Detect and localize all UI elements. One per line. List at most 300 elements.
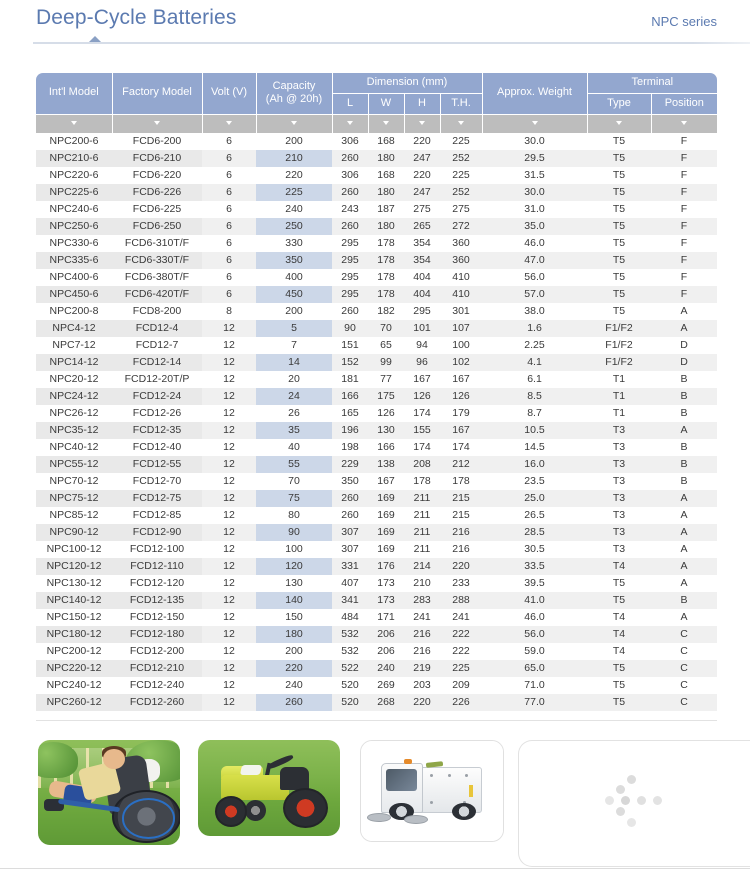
cell-capacity: 75 [256,490,332,507]
cell-terminal-type: T4 [587,626,651,643]
footer-divider [0,868,750,869]
filter-dim-h[interactable] [404,114,440,133]
cell-dim-th: 252 [440,150,482,167]
cell-capacity: 240 [256,201,332,218]
cell-intl-model: NPC75-12 [36,490,112,507]
cell-capacity: 35 [256,422,332,439]
col-header-intl-model[interactable]: Int'l Model [36,73,112,114]
cell-volt: 6 [202,133,256,150]
cell-intl-model: NPC55-12 [36,456,112,473]
cell-factory-model: FCD6-226 [112,184,202,201]
cell-factory-model: FCD6-310T/F [112,235,202,252]
tractor-panel [240,765,262,775]
cell-dim-th: 179 [440,405,482,422]
col-header-dim-h[interactable]: H [404,93,440,114]
cell-terminal-type: T3 [587,422,651,439]
capacity-label-line2: (Ah @ 20h) [265,93,323,106]
cell-approx-weight: 26.5 [482,507,587,524]
cell-volt: 12 [202,371,256,388]
table-filter-row [36,114,717,133]
sweeper-window [386,769,417,791]
table-row[interactable] [36,626,717,643]
cell-terminal-type: T4 [587,609,651,626]
chevron-down-icon [291,121,297,125]
table-row[interactable] [36,252,717,269]
cell-factory-model: FCD6-330T/F [112,252,202,269]
cell-approx-weight: 65.0 [482,660,587,677]
cell-factory-model: FCD12-100 [112,541,202,558]
table-row[interactable] [36,643,717,660]
cell-terminal-type: T5 [587,235,651,252]
page-header [0,0,750,48]
cell-intl-model: NPC40-12 [36,439,112,456]
cell-dim-h: 216 [404,626,440,643]
cell-volt: 12 [202,524,256,541]
cell-terminal-position: B [651,439,717,456]
cell-volt: 6 [202,235,256,252]
cell-dim-l: 295 [332,235,368,252]
cell-dim-l: 295 [332,269,368,286]
sweeper-bolt [448,774,451,777]
cell-dim-w: 187 [368,201,404,218]
sweeper-bolt [465,774,468,777]
cell-capacity: 220 [256,660,332,677]
cell-approx-weight: 10.5 [482,422,587,439]
cell-capacity: 130 [256,575,332,592]
cell-dim-l: 532 [332,626,368,643]
filter-dim-th[interactable] [440,114,482,133]
cell-dim-h: 211 [404,490,440,507]
cell-dim-h: 220 [404,133,440,150]
cell-dim-w: 240 [368,660,404,677]
cell-dim-w: 70 [368,320,404,337]
cell-dim-th: 167 [440,422,482,439]
cell-terminal-type: F1/F2 [587,354,651,371]
cell-approx-weight: 39.5 [482,575,587,592]
cell-dim-th: 107 [440,320,482,337]
table-row[interactable] [36,575,717,592]
cell-intl-model: NPC85-12 [36,507,112,524]
cell-approx-weight: 16.0 [482,456,587,473]
cell-capacity: 120 [256,558,332,575]
cell-volt: 12 [202,422,256,439]
col-header-approx-weight[interactable]: Approx. Weight [482,73,587,114]
cell-intl-model: NPC200-6 [36,133,112,150]
cell-volt: 12 [202,388,256,405]
cell-capacity: 90 [256,524,332,541]
table-row[interactable] [36,269,717,286]
cell-intl-model: NPC330-6 [36,235,112,252]
cell-capacity: 40 [256,439,332,456]
table-row[interactable] [36,507,717,524]
cell-terminal-type: T5 [587,184,651,201]
cell-dim-w: 169 [368,524,404,541]
cell-capacity: 210 [256,150,332,167]
cell-dim-l: 260 [332,150,368,167]
cell-dim-h: 126 [404,388,440,405]
cell-capacity: 180 [256,626,332,643]
cell-factory-model: FCD12-26 [112,405,202,422]
chevron-down-icon [681,121,687,125]
cell-terminal-position: F [651,184,717,201]
filter-approx-weight[interactable] [482,114,587,133]
cell-volt: 12 [202,609,256,626]
col-header-dim-w[interactable]: W [368,93,404,114]
header-divider [33,42,750,44]
cell-terminal-position: A [651,507,717,524]
cell-approx-weight: 30.0 [482,184,587,201]
table-row[interactable] [36,422,717,439]
cell-capacity: 250 [256,218,332,235]
cell-approx-weight: 31.5 [482,167,587,184]
chevron-down-icon [532,121,538,125]
cell-dim-h: 220 [404,167,440,184]
sweeper-rear-wheel [452,803,476,820]
cell-volt: 12 [202,473,256,490]
cell-terminal-position: F [651,235,717,252]
filter-capacity[interactable] [256,114,332,133]
cell-capacity: 330 [256,235,332,252]
cell-terminal-type: F1/F2 [587,320,651,337]
col-header-terminal-type[interactable]: Type [587,93,651,114]
cell-dim-l: 407 [332,575,368,592]
cell-volt: 6 [202,184,256,201]
cell-terminal-type: T5 [587,269,651,286]
decorative-arrow-panel [518,740,750,867]
cell-dim-w: 178 [368,252,404,269]
cell-terminal-position: F [651,218,717,235]
cell-dim-h: 101 [404,320,440,337]
cell-dim-th: 209 [440,677,482,694]
table-body [36,133,717,721]
cell-intl-model: NPC70-12 [36,473,112,490]
cell-dim-th: 212 [440,456,482,473]
table-row[interactable] [36,558,717,575]
cell-dim-th: 167 [440,371,482,388]
cell-dim-h: 174 [404,405,440,422]
table-row[interactable] [36,524,717,541]
cell-dim-th: 225 [440,133,482,150]
cell-intl-model: NPC180-12 [36,626,112,643]
cell-factory-model: FCD12-260 [112,694,202,711]
cell-factory-model: FCD12-150 [112,609,202,626]
cell-approx-weight: 35.0 [482,218,587,235]
cell-terminal-position: A [651,490,717,507]
cell-factory-model: FCD12-110 [112,558,202,575]
cell-dim-h: 210 [404,575,440,592]
cell-intl-model: NPC220-12 [36,660,112,677]
cell-terminal-type: T3 [587,541,651,558]
cell-terminal-type: T4 [587,643,651,660]
wheelchair-rim [122,798,176,839]
cell-terminal-position: C [651,660,717,677]
col-header-capacity[interactable] [256,73,332,114]
cell-terminal-type: T5 [587,694,651,711]
cell-approx-weight: 4.1 [482,354,587,371]
cell-dim-w: 269 [368,677,404,694]
table-header-row-1 [36,73,717,93]
cell-approx-weight: 29.5 [482,150,587,167]
cell-dim-th: 222 [440,626,482,643]
cell-dim-h: 220 [404,694,440,711]
cell-capacity: 7 [256,337,332,354]
cell-approx-weight: 8.7 [482,405,587,422]
cell-dim-h: 211 [404,524,440,541]
table-row[interactable] [36,490,717,507]
cell-dim-w: 178 [368,269,404,286]
tractor-seat [280,767,308,790]
cell-dim-w: 126 [368,405,404,422]
cell-volt: 12 [202,439,256,456]
cell-dim-th: 216 [440,524,482,541]
filter-dim-w[interactable] [368,114,404,133]
chevron-down-icon [226,121,232,125]
table-row[interactable] [36,405,717,422]
cell-dim-h: 404 [404,286,440,303]
table-row[interactable] [36,303,717,320]
sweeper-yellow-marker [469,785,473,797]
table-row[interactable] [36,439,717,456]
cell-terminal-type: T3 [587,456,651,473]
cell-dim-l: 331 [332,558,368,575]
cell-capacity: 70 [256,473,332,490]
cell-dim-l: 166 [332,388,368,405]
cell-volt: 6 [202,269,256,286]
cell-capacity: 5 [256,320,332,337]
cell-dim-w: 130 [368,422,404,439]
cell-dim-th: 215 [440,490,482,507]
cell-volt: 12 [202,575,256,592]
cell-terminal-type: T5 [587,252,651,269]
cell-factory-model: FCD6-420T/F [112,286,202,303]
cell-intl-model: NPC130-12 [36,575,112,592]
cell-dim-l: 198 [332,439,368,456]
cell-intl-model: NPC200-8 [36,303,112,320]
cell-terminal-type: T5 [587,677,651,694]
col-header-dim-th[interactable]: T.H. [440,93,482,114]
cell-intl-model: NPC7-12 [36,337,112,354]
cell-dim-h: 211 [404,541,440,558]
table-row[interactable] [36,388,717,405]
cell-dim-l: 151 [332,337,368,354]
table-row[interactable] [36,167,717,184]
cell-dim-th: 174 [440,439,482,456]
cell-terminal-type: T5 [587,660,651,677]
table-row[interactable] [36,541,717,558]
table-row[interactable] [36,184,717,201]
cell-intl-model: NPC335-6 [36,252,112,269]
table-row[interactable] [36,609,717,626]
cell-intl-model: NPC210-6 [36,150,112,167]
cell-terminal-type: T4 [587,558,651,575]
page-title: Deep-Cycle Batteries [36,6,237,29]
cell-factory-model: FCD12-200 [112,643,202,660]
cell-intl-model: NPC4-12 [36,320,112,337]
cell-approx-weight: 41.0 [482,592,587,609]
bush-shape [38,742,78,778]
cell-intl-model: NPC240-12 [36,677,112,694]
cell-dim-h: 354 [404,235,440,252]
cell-terminal-type: T3 [587,439,651,456]
filter-terminal-position[interactable] [651,114,717,133]
table-row[interactable] [36,201,717,218]
cell-factory-model: FCD12-55 [112,456,202,473]
cell-terminal-type: T1 [587,388,651,405]
cell-dim-th: 225 [440,167,482,184]
cell-terminal-type: T5 [587,150,651,167]
table-row[interactable] [36,456,717,473]
cell-dim-l: 260 [332,490,368,507]
cell-approx-weight: 71.0 [482,677,587,694]
table-row[interactable] [36,337,717,354]
cell-terminal-type: T1 [587,371,651,388]
cell-dim-l: 484 [332,609,368,626]
cell-factory-model: FCD12-35 [112,422,202,439]
cell-capacity: 20 [256,371,332,388]
cell-dim-h: 94 [404,337,440,354]
table-row[interactable] [36,320,717,337]
cell-dim-l: 295 [332,286,368,303]
cell-volt: 12 [202,354,256,371]
cell-dim-w: 173 [368,592,404,609]
col-header-dim-l[interactable]: L [332,93,368,114]
cell-factory-model: FCD12-210 [112,660,202,677]
cell-dim-th: 301 [440,303,482,320]
cell-capacity: 24 [256,388,332,405]
table-row[interactable] [36,694,717,711]
cell-dim-th: 220 [440,558,482,575]
col-header-terminal[interactable]: Terminal [587,73,717,93]
cell-dim-w: 169 [368,541,404,558]
filter-intl-model[interactable] [36,114,112,133]
filter-terminal-type[interactable] [587,114,651,133]
caret-up-icon [89,36,101,42]
table-row[interactable] [36,660,717,677]
table-row[interactable] [36,235,717,252]
cell-terminal-position: B [651,592,717,609]
cell-volt: 6 [202,167,256,184]
cell-terminal-position: B [651,405,717,422]
cell-dim-l: 306 [332,167,368,184]
col-header-factory-model[interactable]: Factory Model [112,73,202,114]
cell-dim-l: 307 [332,541,368,558]
cell-intl-model: NPC140-12 [36,592,112,609]
col-header-dimension[interactable]: Dimension (mm) [332,73,482,93]
cell-dim-h: 216 [404,643,440,660]
table-row[interactable] [36,371,717,388]
cell-dim-w: 173 [368,575,404,592]
filter-factory-model[interactable] [112,114,202,133]
cell-terminal-position: D [651,354,717,371]
cell-approx-weight: 25.0 [482,490,587,507]
cell-factory-model: FCD12-20T/P [112,371,202,388]
cell-terminal-type: T1 [587,405,651,422]
cell-terminal-position: C [651,694,717,711]
cell-dim-th: 288 [440,592,482,609]
table-row[interactable] [36,677,717,694]
cell-dim-w: 182 [368,303,404,320]
cell-intl-model: NPC20-12 [36,371,112,388]
col-header-terminal-position[interactable]: Position [651,93,717,114]
specification-table-wrapper [36,73,717,721]
cell-factory-model: FCD12-40 [112,439,202,456]
cell-terminal-type: T3 [587,507,651,524]
cell-dim-l: 260 [332,303,368,320]
cell-approx-weight: 77.0 [482,694,587,711]
cell-terminal-position: F [651,133,717,150]
table-row[interactable] [36,286,717,303]
cell-approx-weight: 30.0 [482,133,587,150]
chevron-down-icon [71,121,77,125]
cell-factory-model: FCD6-225 [112,201,202,218]
cell-terminal-type: T5 [587,286,651,303]
table-row[interactable] [36,592,717,609]
cell-dim-w: 168 [368,167,404,184]
cell-intl-model: NPC26-12 [36,405,112,422]
cell-dim-th: 272 [440,218,482,235]
cell-volt: 12 [202,456,256,473]
cell-intl-model: NPC24-12 [36,388,112,405]
cell-factory-model: FCD12-75 [112,490,202,507]
dotted-arrow-right-icon [605,775,665,827]
table-row[interactable] [36,473,717,490]
cell-terminal-position: F [651,167,717,184]
table-row[interactable] [36,354,717,371]
cell-terminal-type: T5 [587,201,651,218]
cell-volt: 12 [202,694,256,711]
cell-dim-h: 247 [404,184,440,201]
cell-terminal-position: C [651,677,717,694]
cell-dim-l: 520 [332,677,368,694]
cell-factory-model: FCD12-24 [112,388,202,405]
cell-capacity: 26 [256,405,332,422]
product-gallery [0,735,750,875]
table-row[interactable] [36,218,717,235]
street-sweeper-photo [360,740,504,842]
cell-volt: 12 [202,677,256,694]
cell-dim-l: 341 [332,592,368,609]
cell-dim-th: 216 [440,541,482,558]
cell-volt: 12 [202,405,256,422]
chevron-down-icon [458,121,464,125]
sweeper-brush [367,813,392,822]
cell-terminal-position: B [651,456,717,473]
cell-terminal-position: C [651,626,717,643]
table-row[interactable] [36,150,717,167]
cell-capacity: 200 [256,133,332,150]
cell-dim-l: 306 [332,133,368,150]
cell-dim-th: 226 [440,694,482,711]
cell-dim-th: 102 [440,354,482,371]
cell-dim-w: 206 [368,643,404,660]
sweeper-bolt [430,774,433,777]
filter-dim-l[interactable] [332,114,368,133]
col-header-volt[interactable]: Volt (V) [202,73,256,114]
cell-dim-l: 90 [332,320,368,337]
cell-terminal-position: F [651,269,717,286]
cell-dim-w: 65 [368,337,404,354]
cell-approx-weight: 33.5 [482,558,587,575]
cell-factory-model: FCD12-70 [112,473,202,490]
cell-capacity: 350 [256,252,332,269]
cell-approx-weight: 31.0 [482,201,587,218]
cell-dim-l: 260 [332,184,368,201]
filter-volt[interactable] [202,114,256,133]
cell-terminal-position: A [651,541,717,558]
cell-volt: 6 [202,286,256,303]
table-row[interactable] [36,133,717,150]
cell-dim-w: 168 [368,133,404,150]
